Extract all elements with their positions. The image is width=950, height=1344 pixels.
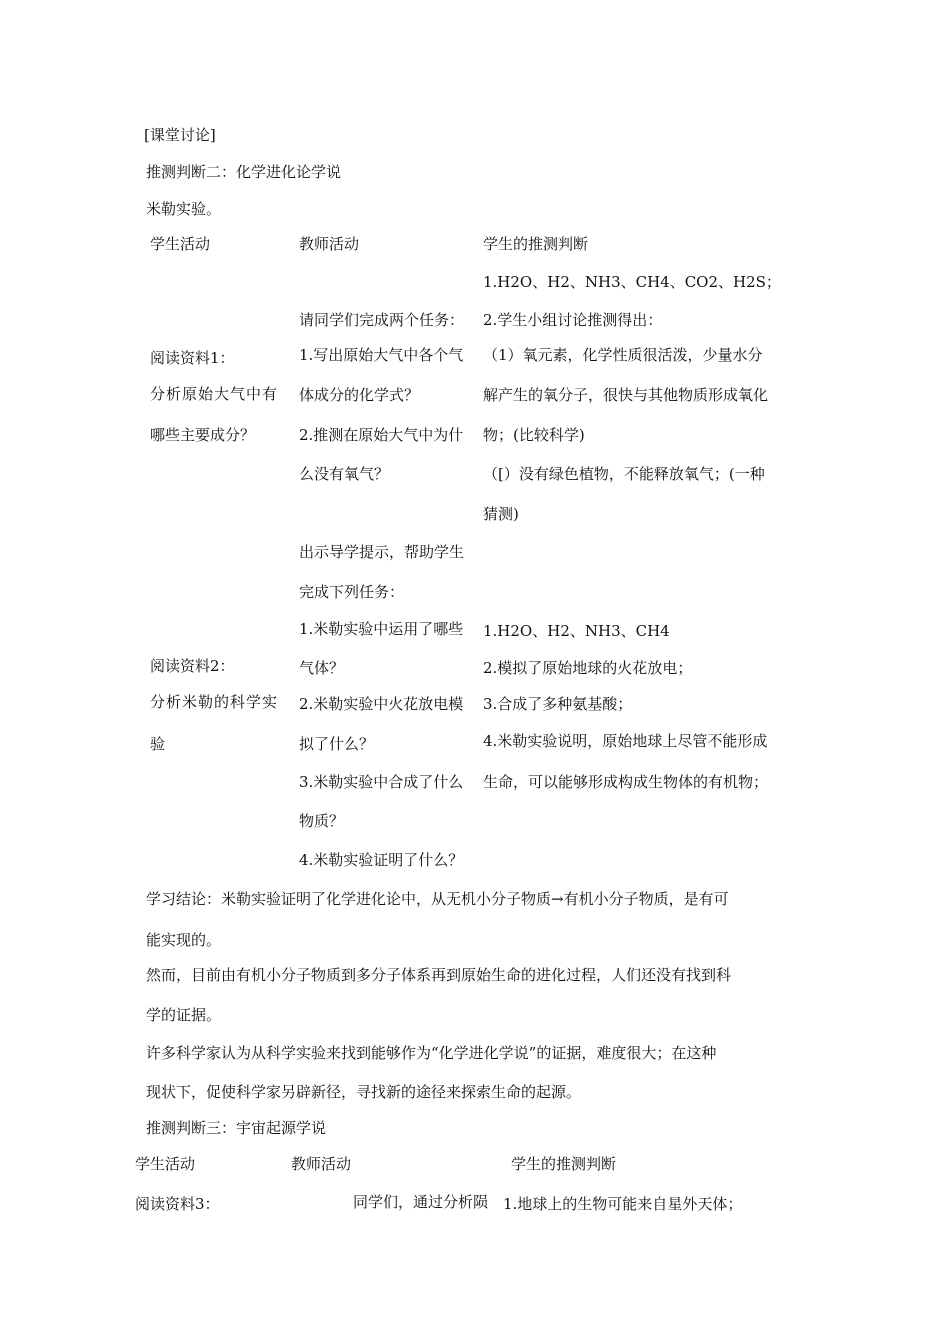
table1-inference-line: 3.合成了多种氨基酸； [483, 695, 633, 713]
table1-inference-line: 解产生的氧分子，很快与其他物质形成氧化 [483, 386, 769, 404]
table1-inference-line: 2.模拟了原始地球的火花放电； [483, 659, 693, 677]
table2-header-student: 学生活动 [135, 1155, 196, 1173]
section-title: [课堂讨论] [144, 126, 216, 144]
table1-header-teacher: 教师活动 [299, 235, 360, 253]
table1-student-line: 阅读资料2： [150, 657, 235, 675]
table1-inference-line: （1）氧元素，化学性质很活泼，少量水分 [483, 346, 763, 364]
table1-inference-line: 猜测) [483, 505, 519, 523]
table2-cell-teacher: 同学们，通过分析陨 [353, 1193, 489, 1211]
table1-inference-line: （[）没有绿色植物，不能释放氧气；(一种 [483, 465, 765, 483]
inference2-title: 推测判断二：化学进化论学说 [146, 163, 342, 181]
table1-teacher-line: 请同学们完成两个任务： [299, 311, 465, 329]
table1-teacher-line: 么没有氧气？ [299, 465, 390, 483]
table1-student-line: 哪些主要成分？ [150, 426, 256, 444]
table2-header-teacher: 教师活动 [291, 1155, 352, 1173]
body-paragraph: 许多科学家认为从科学实验来找到能够作为“化学进化学说”的证据，难度很大；在这种 [146, 1044, 717, 1062]
table1-student-line: 分析米勒的科学实 [150, 693, 279, 711]
table1-teacher-line: 3.米勒实验中合成了什么 [299, 773, 464, 791]
table1-teacher-line: 出示导学提示，帮助学生 [299, 543, 465, 561]
table1-student-line: 阅读资料1： [150, 349, 235, 367]
table1-inference-line: 生命，可以能够形成构成生物体的有机物； [483, 773, 769, 791]
inference3-title: 推测判断三：宇宙起源学说 [146, 1119, 327, 1137]
table1-inference-line: 1.H2O、H2、NH3、CH4 [483, 622, 670, 640]
conclusion-paragraph: 学习结论：米勒实验证明了化学进化论中，从无机小分子物质→有机小分子物质，是有可 [146, 890, 729, 908]
table1-teacher-line: 4.米勒实验证明了什么？ [299, 851, 464, 869]
body-paragraph: 现状下，促使科学家另辟新径，寻找新的途径来探索生命的起源。 [146, 1083, 582, 1101]
table1-teacher-line: 2.推测在原始大气中为什 [299, 426, 464, 444]
table1-teacher-line: 拟了什么？ [299, 735, 375, 753]
table2-cell-student: 阅读资料3： [135, 1195, 220, 1213]
table2-cell-inference: 1.地球上的生物可能来自星外天体； [503, 1195, 743, 1213]
table1-teacher-line: 2.米勒实验中火花放电模 [299, 695, 464, 713]
miller-title: 米勒实验。 [146, 200, 222, 218]
conclusion-paragraph: 能实现的。 [146, 931, 222, 949]
table1-teacher-line: 体成分的化学式？ [299, 386, 420, 404]
body-paragraph: 然而，目前由有机小分子物质到多分子体系再到原始生命的进化过程，人们还没有找到科 [146, 966, 732, 984]
body-paragraph: 学的证据。 [146, 1006, 222, 1024]
table1-student-line: 验 [150, 735, 166, 753]
table1-teacher-line: 1.米勒实验中运用了哪些 [299, 620, 464, 638]
table1-teacher-line: 完成下列任务： [299, 583, 405, 601]
table1-inference-line: 4.米勒实验说明，原始地球上尽管不能形成 [483, 732, 768, 750]
table1-teacher-line: 1.写出原始大气中各个气 [299, 346, 464, 364]
table1-inference-line: 2.学生小组讨论推测得出： [483, 311, 663, 329]
table1-student-line: 分析原始大气中有 [150, 385, 279, 403]
table1-inference-line: 物；(比较科学) [483, 426, 585, 444]
table1-inference-line: 1.H2O、H2、NH3、CH4、CO2、H2S； [483, 273, 781, 291]
table2-header-inference: 学生的推测判断 [511, 1155, 617, 1173]
table1-teacher-line: 气体？ [299, 659, 345, 677]
table1-header-student: 学生活动 [150, 235, 211, 253]
table1-teacher-line: 物质？ [299, 812, 345, 830]
table1-header-inference: 学生的推测判断 [483, 235, 589, 253]
